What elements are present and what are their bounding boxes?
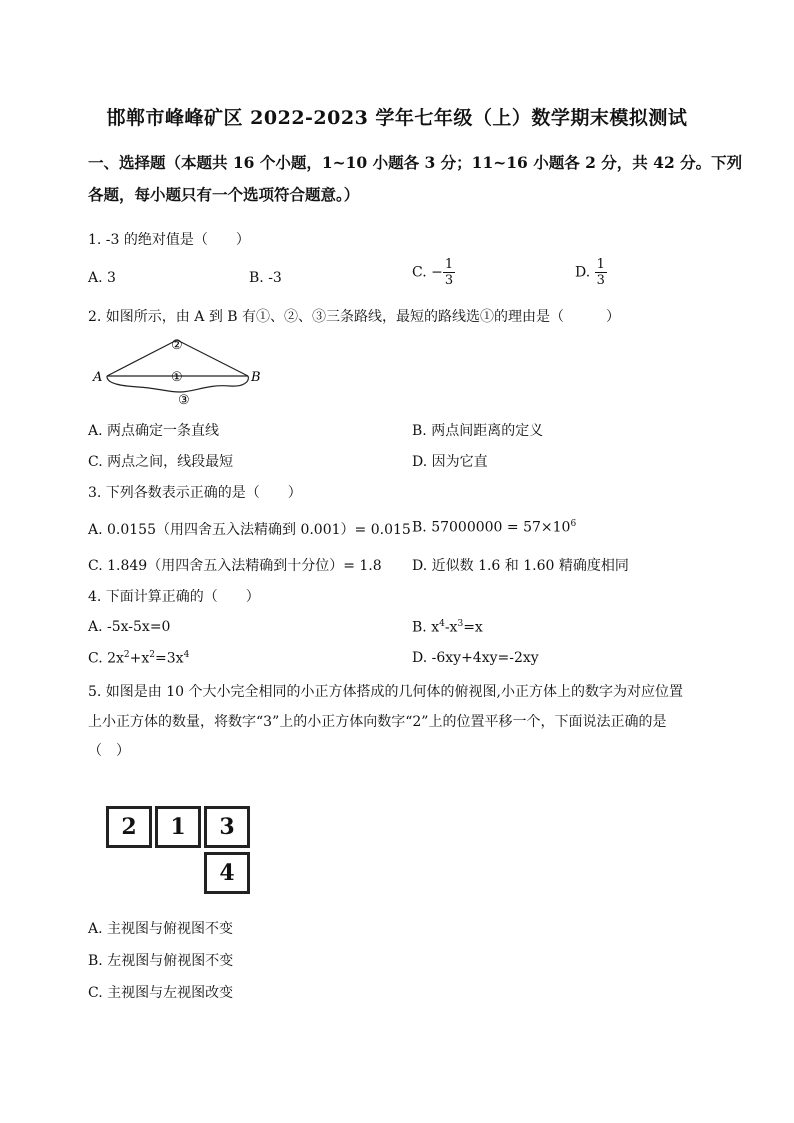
q5-stem-line2: 上小正方体的数量，将数字“3”上的小正方体向数字“2”上的位置平移一个，下面说法正确的是 [88, 714, 667, 730]
page-title: 邯郸市峰峰矿区 2022-2023 学年七年级（上）数学期末模拟测试 [106, 107, 688, 129]
grid-cell: 4 [204, 852, 250, 894]
q4-option-d: D. -6xy+4xy=-2xy [412, 650, 539, 666]
q5-option-b: B. 左视图与俯视图不变 [88, 953, 234, 969]
q3-option-c: C. 1.849（用四舍五入法精确到十分位）= 1.8 [88, 558, 382, 574]
q3-stem: 3. 下列各数表示正确的是（ ） [88, 485, 302, 501]
q3-option-d: D. 近似数 1.6 和 1.60 精确度相同 [412, 558, 629, 574]
q5-option-a: A. 主视图与俯视图不变 [88, 921, 234, 937]
q1-stem: 1. -3 的绝对值是（ ） [88, 232, 250, 248]
q1-d-fraction: $\frac{1}{3}$ [596, 257, 605, 288]
q1-option-b: B. -3 [249, 270, 282, 286]
grid-cell: 1 [155, 806, 201, 848]
q3-option-a: A. 0.0155（用四舍五入法精确到 0.001）= 0.015 [88, 522, 411, 538]
q4-stem: 4. 下面计算正确的（ ） [88, 589, 260, 605]
q2-option-b: B. 两点间距离的定义 [412, 423, 544, 439]
section-heading-line2: 各题，每小题只有一个选项符合题意。） [88, 185, 360, 204]
q2-option-c: C. 两点之间，线段最短 [88, 454, 234, 470]
q1-option-d: D. $\frac{1}{3}$ [575, 257, 605, 288]
section-heading-line1: 一、选择题（本题共 16 个小题，1~10 小题各 3 分；11~16 小题各 2 分，共 42 分。下列 [88, 153, 743, 172]
q3-option-b: B. $57000000 = 57\times 10^6$ [412, 519, 577, 536]
q2-option-d: D. 因为它直 [412, 454, 488, 470]
q4-option-a: A. -5x-5x=0 [88, 619, 171, 635]
q5-stem-line1: 5. 如图是由 10 个大小完全相同的小正方体搭成的几何体的俯视图,小正方体上的数字为对应位置 [88, 684, 683, 700]
q5-option-c: C. 主视图与左视图改变 [88, 985, 234, 1001]
q1-option-c: C. − $\frac{1}{3}$ [412, 257, 454, 288]
point-a-label: A [93, 370, 103, 385]
route-1-label: ① [171, 370, 183, 385]
grid-cell: 3 [204, 806, 250, 848]
q4-option-c: C. $2x^2+x^2=3x^4$ [88, 650, 190, 667]
q1-c-fraction: $\frac{1}{3}$ [444, 257, 454, 288]
q5-stem-line3: （ ） [88, 743, 130, 759]
q1-option-a: A. 3 [88, 270, 116, 286]
q4-option-b: B. $x^4-x^3=x$ [412, 619, 483, 636]
route-3-label: ③ [178, 393, 190, 408]
q2-route-figure [88, 332, 278, 412]
grid-cell: 2 [106, 806, 152, 848]
route-2-label: ② [171, 338, 183, 353]
point-b-label: B [251, 370, 261, 385]
q2-option-a: A. 两点确定一条直线 [88, 423, 220, 439]
q2-stem: 2. 如图所示，由 A 到 B 有①、②、③三条路线，最短的路线选①的理由是（ ） [88, 309, 621, 325]
